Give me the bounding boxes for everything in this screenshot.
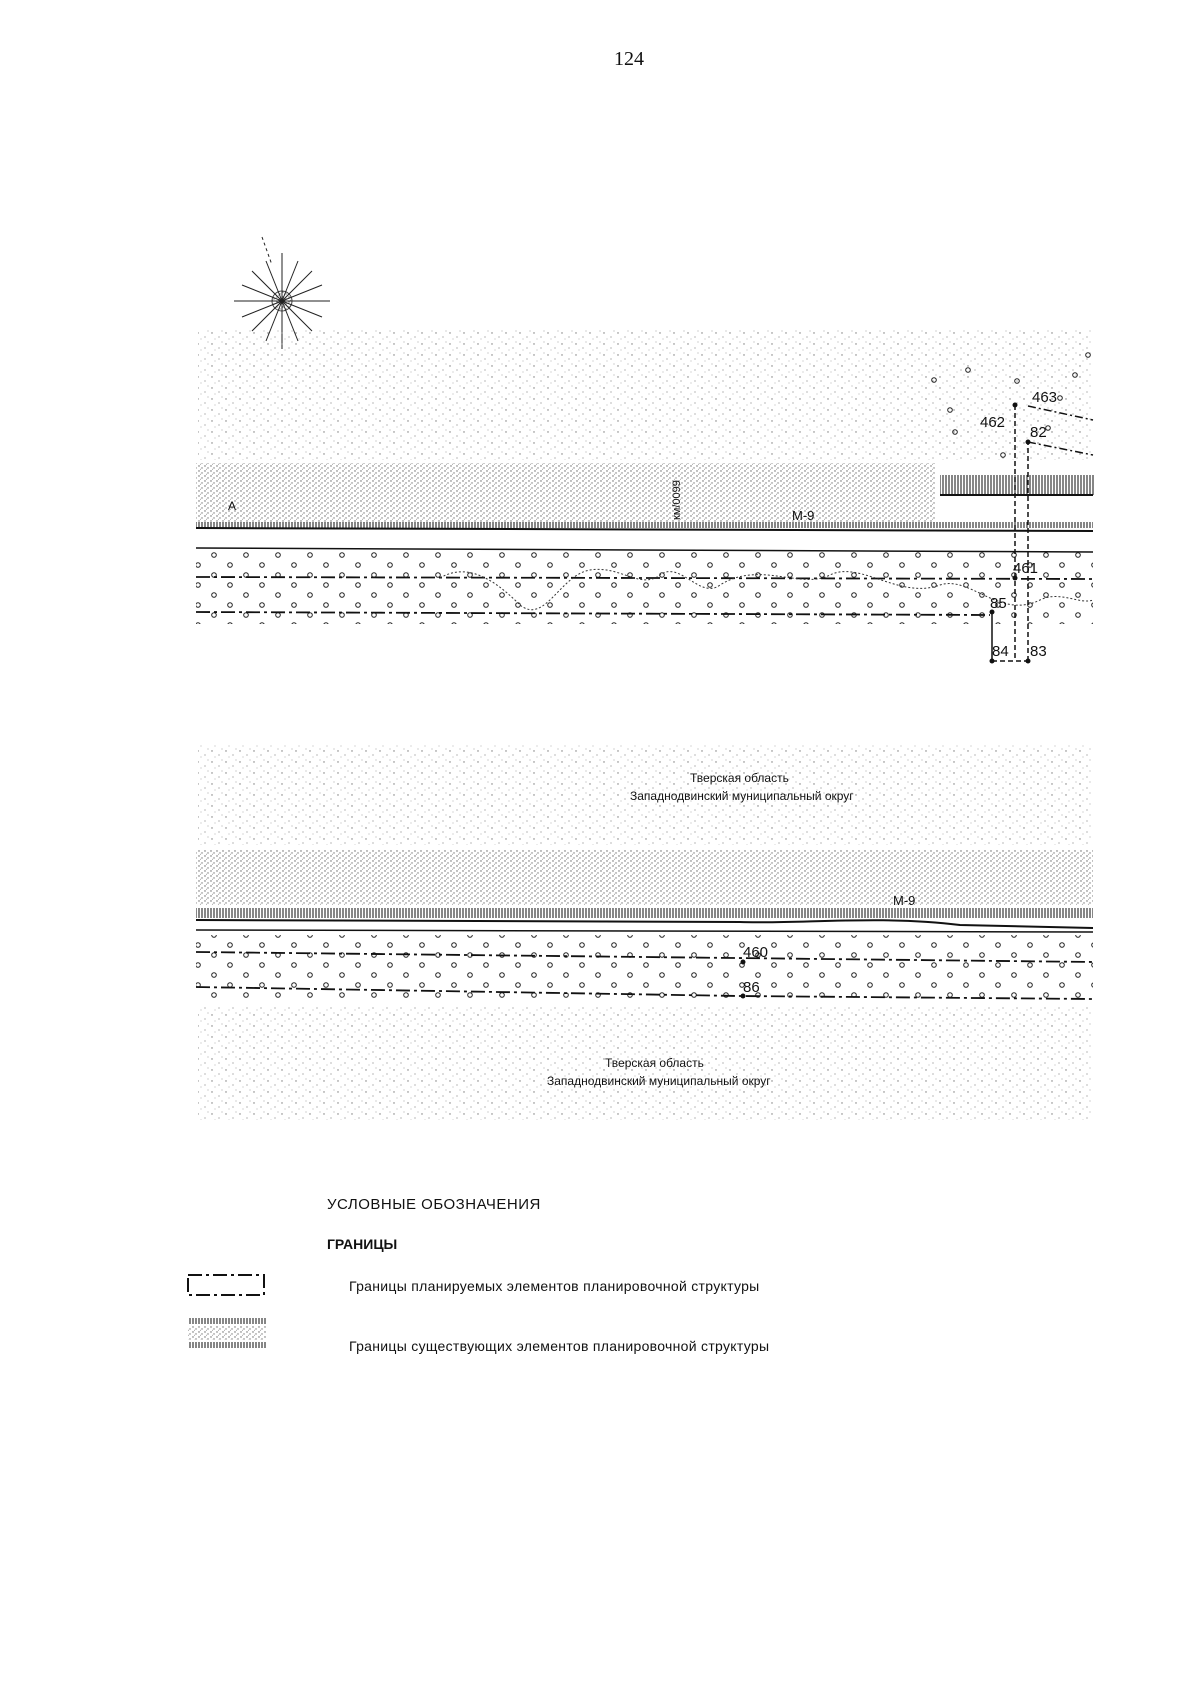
point-label-462: 462 <box>980 414 1006 431</box>
existing-boundary-symbol <box>186 1316 268 1352</box>
point-label-460: 460 <box>743 944 769 961</box>
map-upper-fragment <box>196 330 1095 664</box>
point-label-84: 84 <box>992 643 1009 660</box>
road-edge-line <box>196 528 1093 531</box>
legend-item-planned <box>186 1270 1086 1310</box>
legend-item-existing <box>186 1316 1086 1356</box>
point-label-85: 85 <box>990 595 1007 612</box>
planned-boundary-symbol <box>186 1270 268 1306</box>
district-label-lower: Западнодвинский муниципальный округ <box>547 1074 771 1088</box>
plot-label-a: А <box>228 499 237 513</box>
legend-title: УСЛОВНЫЕ ОБОЗНАЧЕНИЯ <box>327 1196 541 1213</box>
legend-subtitle: ГРАНИЦЫ <box>327 1236 398 1252</box>
road-label-m9: М-9 <box>792 508 815 523</box>
region-label-lower: Тверская область <box>605 1056 704 1070</box>
point-label-86: 86 <box>743 979 760 996</box>
road-embankment-hatch <box>196 522 1093 528</box>
point-label-83: 83 <box>1030 643 1047 660</box>
point-label-82: 82 <box>1030 424 1047 441</box>
district-label-upper: Западнодвинский муниципальный округ <box>630 789 854 803</box>
point-label-461: 461 <box>1013 560 1039 577</box>
legend-label-existing: Границы существующих элементов планировочной структуры <box>349 1338 770 1354</box>
region-label-upper: Тверская область <box>690 771 789 785</box>
map-lower-fragment <box>196 745 1093 1120</box>
road-label-m9-lower: М-9 <box>893 893 916 908</box>
section-label: км/0099 <box>671 480 683 520</box>
legend-label-planned: Границы планируемых элементов планировочной структуры <box>349 1278 760 1294</box>
page-number: 124 <box>614 48 644 70</box>
point-label-463: 463 <box>1032 389 1058 406</box>
